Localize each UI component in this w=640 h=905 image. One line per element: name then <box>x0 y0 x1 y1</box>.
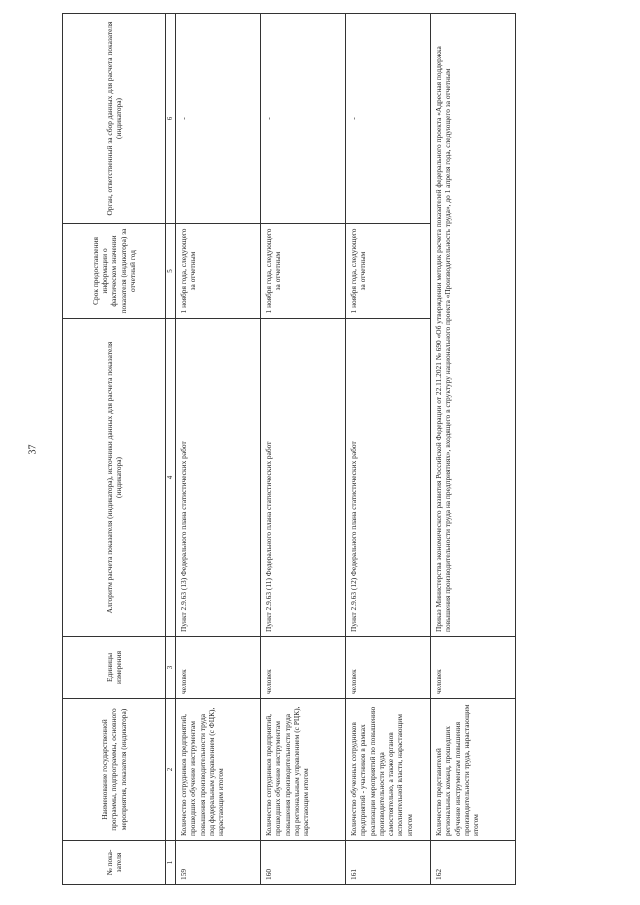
col-number: 2 <box>166 699 176 841</box>
algorithm: Пункт 2.9.63 (13) Федерального плана статистических работ <box>176 319 261 637</box>
responsible: - <box>261 14 346 224</box>
row-number: 162 <box>431 841 516 885</box>
indicators-table <box>62 13 516 885</box>
table-header-row <box>63 14 166 885</box>
responsible: - <box>346 14 431 224</box>
deadline: 1 ноября года, следующего за отчетным <box>346 224 431 319</box>
page-number: 37 <box>27 444 39 455</box>
table-row <box>346 14 431 885</box>
indicator-name: Количество обученных сотрудников предприятий - участников в рамках реализации мероприятий по повышению производительности труда самостоятельно, а также органов исполнительной власти, нарастающим итогом <box>346 699 431 841</box>
column-number-row <box>166 14 176 885</box>
row-number: 159 <box>176 841 261 885</box>
unit: человек <box>346 637 431 699</box>
header-name: Наименование государственной программы, подпрограммы, основного мероприятия, показателя (индикатора) <box>63 699 166 841</box>
deadline: 1 ноября года, следующего за отчетным <box>261 224 346 319</box>
unit: человек <box>431 637 516 699</box>
deadline: 1 ноября года, следующего за отчетным <box>176 224 261 319</box>
table-row <box>431 14 516 885</box>
algorithm: Пункт 2.9.63 (12) Федерального плана статистических работ <box>346 319 431 637</box>
responsible: - <box>176 14 261 224</box>
header-num: № пока-зателя <box>63 841 166 885</box>
indicator-name: Количество сотрудников предприятий, прошедших обучение инструментам повышения производительности труда под федеральным управлением (с ФЦК), нарастающим итогом <box>176 699 261 841</box>
table-row <box>261 14 346 885</box>
header-unit: Единицы измерения <box>63 637 166 699</box>
rotated-table-container <box>62 14 517 885</box>
col-number: 5 <box>166 224 176 319</box>
unit: человек <box>176 637 261 699</box>
col-number: 3 <box>166 637 176 699</box>
table-row <box>176 14 261 885</box>
col-number: 1 <box>166 841 176 885</box>
col-number: 6 <box>166 14 176 224</box>
header-deadline: Срок предоставления информации о фактическом значении показателя (индикатора) за отчетный год <box>63 224 166 319</box>
merged-algorithm-text: Приказ Министерства экономического развития Российской Федерации от 22.11.2021 № 690 «Об утверждении методик расчета показателей федерального проекта «Адресная поддержка повышения производительности труда на предприятиях», входящего в структуру национального проекта «Производительность труда», до 1 апреля года, следующего за отчетным <box>431 14 516 637</box>
header-responsible: Орган, ответственный за сбор данных для расчета показателя (индикатора) <box>63 14 166 224</box>
row-number: 161 <box>346 841 431 885</box>
row-number: 160 <box>261 841 346 885</box>
indicator-name: Количество сотрудников предприятий, прошедших обучение инструментам повышения производительности труда под региональным управлением (с РЦК), нарастающим итогом <box>261 699 346 841</box>
header-algorithm: Алгоритм расчета показателя (индикатора), источники данных для расчета показателя (индикатора) <box>63 319 166 637</box>
unit: человек <box>261 637 346 699</box>
col-number: 4 <box>166 319 176 637</box>
indicator-name: Количество представителей региональных команд, прошедших обучение инструментам повышения производительности труда, нарастающим итогом <box>431 699 516 841</box>
algorithm: Пункт 2.9.63 (11) Федерального плана статистических работ <box>261 319 346 637</box>
